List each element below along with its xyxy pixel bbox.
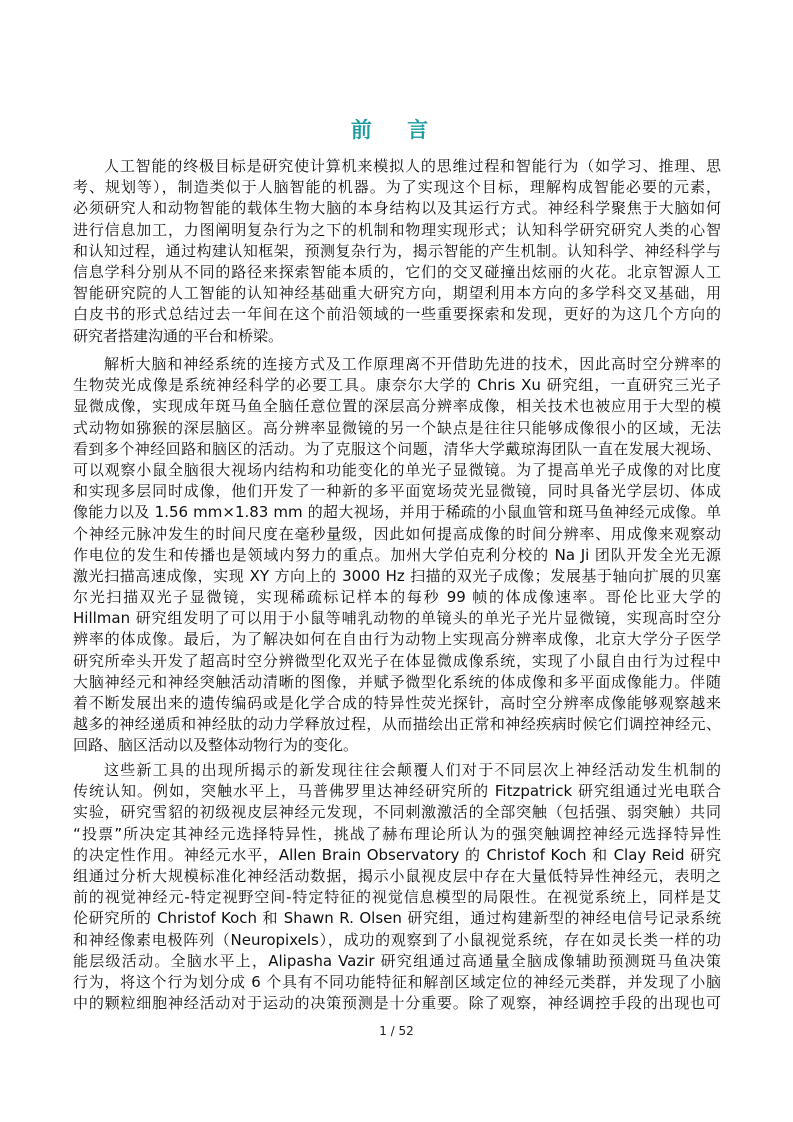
paragraph-imaging-tools xyxy=(73,354,721,757)
text-line: 必须研究人和动物智能的载体生物大脑的本身结构以及其运行方式。神经科学聚焦于大脑如何 xyxy=(73,199,721,218)
text-line: 白皮书的形式总结过去一年间在这个前沿领域的一些重要探索和发现，更好的为这几个方向的 xyxy=(73,305,721,324)
text-line: 组通过分析大规模标准化神经活动数据，揭示小鼠视皮层中存在大量低特异性神经元，表明之 xyxy=(73,866,721,885)
text-line: 和认知过程，通过构建认知框架，预测复杂行为，揭示智能的产生机制。认知科学、神经科学与 xyxy=(73,241,721,260)
text-line: 作电位的发生和传播也是领域内努力的重点。加州大学伯克利分校的 Na Ji 团队开发全光无源 xyxy=(73,545,721,564)
text-line: Hillman 研究组发明了可以用于小鼠等哺乳动物的单镜头的单光子光片显微镜，实现高时空分 xyxy=(73,609,721,628)
text-line: 能层级活动。全脑水平上，Alipasha Vazir 研究组通过高通量全脑成像辅助预测斑马鱼决策 xyxy=(73,951,721,970)
text-line: “投票”所决定其神经元选择特异性，挑战了赫布理论所认为的强突触调控神经元选择特异性 xyxy=(73,824,721,843)
text-line: 越多的神经递质和神经肽的动力学释放过程，从而描绘出正常和神经疾病时候它们调控神经元、 xyxy=(73,715,721,734)
text-line: 行为，将这个行为划分成 6 个具有不同功能特征和解剖区域定位的神经元类群，并发现了小脑 xyxy=(73,972,721,991)
paragraph-intro xyxy=(73,156,721,347)
text-line: 个神经元脉冲发生的时间尺度在毫秒量级，因此如何提高成像的时间分辨率、用成像来观察动 xyxy=(73,524,721,543)
text-line: 和实现多层同时成像，他们开发了一种新的多平面宽场荧光显微镜，同时具备光学层切、体成 xyxy=(73,482,721,501)
text-line: 显微成像，实现成年斑马鱼全脑任意位置的深层高分辨率成像，相关技术也被应用于大型的模 xyxy=(73,397,721,416)
text-line: 前的视觉神经元-特定视野空间-特定特征的视觉信息模型的局限性。在视觉系统上，同样是艾 xyxy=(73,888,721,907)
page-title: 前 言 xyxy=(350,118,443,142)
paragraph-new-findings xyxy=(73,760,721,1014)
text-line: 看到多个神经回路和脑区的活动。为了克服这个问题，清华大学戴琼海团队一直在发展大视场、 xyxy=(73,439,721,458)
text-line: 传统认知。例如，突触水平上，马普佛罗里达神经研究所的 Fitzpatrick 研究组通过光电联合 xyxy=(73,782,721,801)
text-line: 研究者搭建沟通的平台和桥梁。 xyxy=(73,326,284,345)
text-line: 进行信息加工，力图阐明复杂行为之下的机制和物理实现形式；认知科学研究研究人类的心智 xyxy=(73,220,721,239)
text-line: 回路、脑区活动以及整体动物行为的变化。 xyxy=(73,736,359,755)
text-line: 解析大脑和神经系统的连接方式及工作原理离不开借助先进的技术，因此高时空分辨率的 xyxy=(104,355,721,373)
text-line: 人工智能的终极目标是研究使计算机来模拟人的思维过程和智能行为（如学习、推理、思 xyxy=(104,157,721,175)
text-line: 伦研究所的 Christof Koch 和 Shawn R. Olsen 研究组，通过构建新型的神经电信号记录系统 xyxy=(73,909,721,928)
text-line: 和神经像素电极阵列（Neuropixels），成功的观察到了小鼠视觉系统，存在如灵长类一样的功 xyxy=(73,930,721,949)
text-line: 实验，研究雪貂的初级视皮层神经元发现，不同刺激激活的全部突触（包括强、弱突触）共同 xyxy=(73,803,721,822)
text-line: 研究所牵头开发了超高时空分辨微型化双光子在体显微成像系统，实现了小鼠自由行为过程中 xyxy=(73,651,721,670)
text-line: 尔光扫描双光子显微镜，实现稀疏标记样本的每秒 99 帧的体成像速率。哥伦比亚大学的 xyxy=(73,588,721,607)
text-line: 中的颗粒细胞神经活动对于运动的决策预测是十分重要。除了观察，神经调控手段的出现也可 xyxy=(73,994,721,1013)
text-line: 的决定性作用。神经元水平，Allen Brain Observatory 的 Christof Koch 和 Clay Reid 研究 xyxy=(73,845,721,864)
text-line: 考、规划等），制造类似于人脑智能的机器。为了实现这个目标，理解构成智能必要的元素， xyxy=(73,178,721,197)
text-line: 生物荧光成像是系统神经科学的必要工具。康奈尔大学的 Chris Xu 研究组，一直研究三光子 xyxy=(73,376,721,395)
text-line: 式动物如猕猴的深层脑区。高分辨率显微镜的另一个缺点是往往只能够成像很小的区域，无法 xyxy=(73,418,721,437)
text-line: 信息学科分别从不同的路径来探索智能本质的，它们的交叉碰撞出炫丽的火花。北京智源人工 xyxy=(73,262,721,281)
text-line: 着不断发展出来的遗传编码或是化学合成的特异性荧光探针，高时空分辨率成像能够观察越来 xyxy=(73,694,721,712)
text-line: 辨率的体成像。最后，为了解决如何在自由行为动物上实现高分辨率成像，北京大学分子医学 xyxy=(73,630,721,649)
text-line: 像能力以及 1.56 mm×1.83 mm 的超大视场，并用于稀疏的小鼠血管和斑马鱼神经元成像。单 xyxy=(73,503,721,522)
text-line: 大脑神经元和神经突触活动清晰的图像，并赋予微型化系统的体成像和多平面成像能力。伴随 xyxy=(73,672,721,691)
text-line: 可以观察小鼠全脑很大视场内结构和功能变化的单光子显微镜。为了提高单光子成像的对比度 xyxy=(73,460,721,479)
text-line: 激光扫描高速成像，实现 XY 方向上的 3000 Hz 扫描的双光子成像；发展基于轴向扩展的贝塞 xyxy=(73,566,721,585)
text-line: 这些新工具的出现所揭示的新发现往往会颠覆人们对于不同层次上神经活动发生机制的 xyxy=(104,761,721,779)
text-line: 智能研究院的人工智能的认知神经基础重大研究方向，期望利用本方向的多学科交叉基础，用 xyxy=(73,284,721,303)
page-number: 1 / 52 xyxy=(379,1024,414,1038)
